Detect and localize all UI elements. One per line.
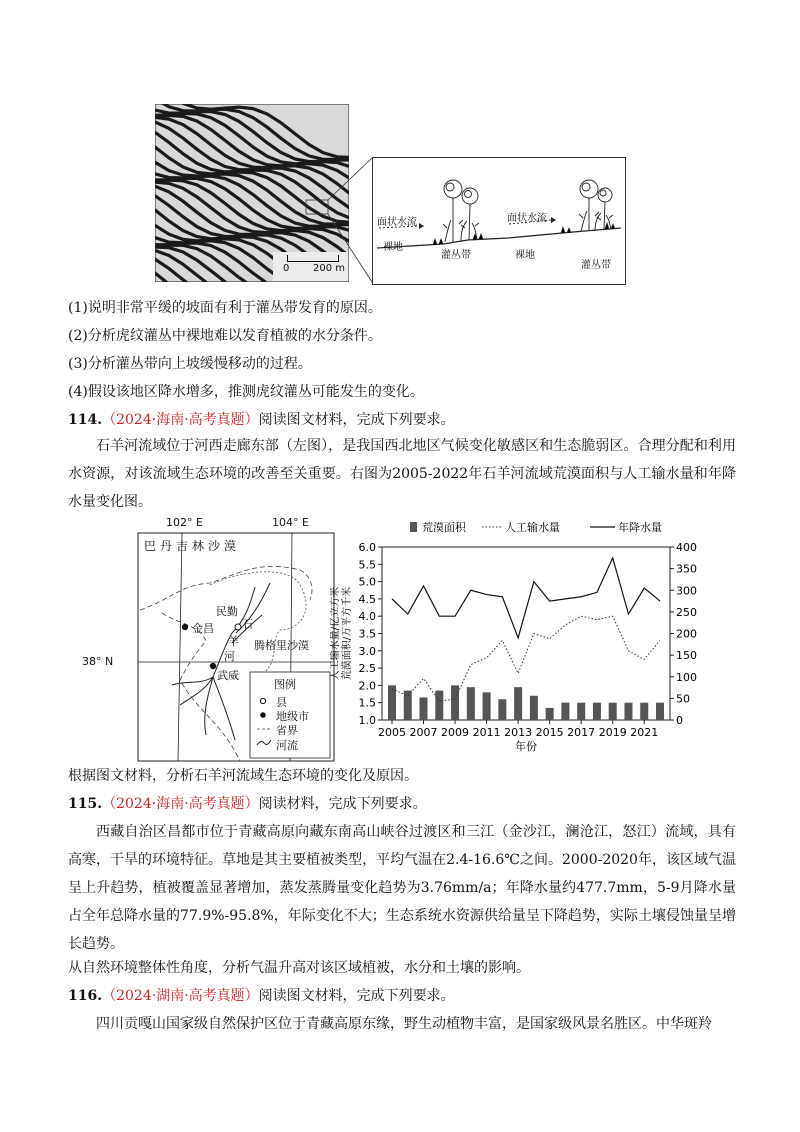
desert-area-bar [420, 698, 428, 720]
q116-paragraph: 四川贡嘎山国家级自然保护区位于青藏高原东缘，野生动植物丰富，是国家级风景名胜区。中华斑羚 [96, 1016, 712, 1032]
legend-county: 县 [276, 696, 287, 709]
q115-number: 115. [68, 796, 103, 812]
x-tick-label: 2007 [409, 726, 438, 739]
river-char-1: 石 [242, 618, 253, 631]
right-tick-label: 100 [676, 670, 697, 684]
water-desert-chart [330, 515, 730, 765]
right-tick-label: 0 [676, 714, 683, 727]
q115-task: 从自然环境整体性角度，分析气温升高对该区域植被，水分和土壤的影响。 [68, 960, 530, 976]
flow-label-1: 面状水流 [377, 217, 417, 228]
x-tick-label: 2013 [504, 726, 533, 739]
precipitation-line [392, 558, 660, 638]
left-tick-label: 6.0 [358, 541, 376, 554]
question-4: (4)假设该地区降水增多，推测虎纹灌丛可能发生的变化。 [68, 384, 424, 400]
q114-number: 114. [68, 412, 103, 428]
desert-area-bar [388, 685, 396, 720]
legend-precip-label: 年降水量 [618, 521, 662, 534]
left-tick-label: 5.5 [358, 558, 376, 572]
desert-area-bar [435, 691, 443, 720]
x-tick-label: 2005 [378, 726, 406, 739]
desert-area-bar [530, 696, 538, 720]
shiyang-map [82, 515, 342, 765]
flow-label-2: 面状水流 [507, 213, 547, 224]
shrub-label-2: 灌丛带 [581, 260, 611, 271]
scale-zero: 0 [283, 263, 290, 274]
right-tick-label: 200 [676, 627, 697, 641]
scale-end: 200 m [313, 263, 346, 274]
desert-area-bar [577, 703, 585, 720]
right-tick-label: 50 [676, 692, 690, 706]
right-tick-label: 300 [676, 584, 697, 598]
legend-bar-swatch [410, 522, 417, 532]
q114-source: （2024·海南·高考真题） [102, 412, 259, 428]
water-transfer-line [392, 616, 660, 701]
left-tick-label: 4.5 [358, 592, 376, 606]
q114-header [68, 410, 455, 430]
left-tick-label: 2.5 [358, 662, 376, 676]
desert-area-bar [546, 708, 554, 720]
x-tick-label: 2017 [567, 726, 596, 739]
lat-38: 38° N [82, 655, 114, 668]
tengger-desert: 腾格里沙漠 [254, 639, 309, 652]
q114-paragraph: 石羊河流域位于河西走廊东部（左图），是我国西北地区气候变化敏感区和生态脆弱区。合理分配和利用水资源，对该流域生态环境的改善至关重要。右图为2005-2022年石羊河流域荒漠面积与人工输水量和年降水量变化图。 [68, 438, 736, 510]
bare-label-1: 裸地 [383, 242, 403, 253]
x-tick-label: 2015 [535, 726, 564, 739]
legend-desert-label: 荒漠面积 [422, 521, 466, 534]
q116-prompt: 阅读图文材料，完成下列要求。 [258, 988, 455, 1004]
desert-area-bar [609, 703, 617, 720]
right-tick-label: 250 [676, 605, 697, 619]
left-tick-label: 1.5 [358, 696, 376, 710]
x-tick-label: 2009 [441, 726, 470, 739]
shrub-label-1: 灌丛带 [441, 250, 471, 261]
x-tick-label: 2021 [630, 726, 659, 739]
left-axis-title: 荒漠面积/万平方千米 [342, 586, 353, 681]
q114-prompt: 阅读图文材料，完成下列要求。 [258, 412, 455, 428]
right-tick-label: 350 [676, 562, 697, 576]
x-tick-label: 2011 [472, 726, 501, 739]
legend-city: 地级市 [276, 710, 309, 723]
left-tick-label: 3.5 [358, 627, 376, 641]
left-tick-label: 3.0 [358, 644, 376, 658]
chart-svg [330, 515, 730, 765]
desert-area-bar [514, 687, 522, 720]
desert-area-bar [656, 703, 664, 720]
legend-river: 河流 [276, 739, 298, 752]
left-tick-label: 2.0 [358, 679, 376, 693]
desert-area-bar [561, 703, 569, 720]
lon-104: 104° E [272, 516, 309, 529]
bare-label-2: 裸地 [515, 250, 535, 261]
right-tick-label: 400 [676, 541, 697, 554]
left-axis-title: 人工输水量/亿立方米 [330, 586, 341, 681]
legend-boundary: 省界 [276, 724, 298, 737]
question-1: (1)说明非常平缓的坡面有利于灌丛带发育的原因。 [68, 300, 382, 316]
q114-task: 根据图文材料，分析石羊河流域生态环境的变化及原因。 [68, 768, 418, 784]
desert-area-bar [640, 703, 648, 720]
left-tick-label: 1.0 [358, 714, 376, 727]
legend-title: 图例 [274, 678, 296, 691]
left-tick-label: 5.0 [358, 575, 376, 589]
left-tick-label: 4.0 [358, 610, 376, 624]
slope-diagram [372, 157, 626, 285]
x-tick-label: 2019 [598, 726, 627, 739]
minqin-label: 民勤 [216, 605, 238, 618]
plot-frame [382, 547, 670, 720]
badain-jaran-desert: 巴丹吉林沙漠 [144, 539, 241, 553]
jinchang-label: 金昌 [192, 622, 214, 635]
desert-area-bar [624, 703, 632, 720]
desert-area-bar [498, 699, 506, 720]
river-char-3: 河 [224, 650, 235, 663]
q115-source: （2024·海南·高考真题） [102, 796, 259, 812]
wuwei-label: 武威 [217, 669, 239, 682]
right-tick-label: 150 [676, 649, 697, 663]
q115-prompt: 阅读材料，完成下列要求。 [258, 796, 427, 812]
desert-area-bar [483, 692, 491, 720]
question-3: (3)分析灌丛带向上坡缓慢移动的过程。 [68, 356, 312, 372]
q115-header [68, 794, 427, 814]
q115-paragraph: 西藏自治区昌都市位于青藏高原向藏东南高山峡谷过渡区和三江（金沙江，澜沧江，怒江）流域，具有高寒，干旱的环境特征。草地是其主要植被类型，平均气温在2.4-16.6℃之间。2000-2020年，该区域气温呈上升趋势，植被覆盖显著增加，蒸发蒸腾量变化趋势为3.76mm/a；年降水量约477.7mm，5-9月降水量占全年总降水量的77.9%-95.8%，年际变化不大；生态系统水资源供给量呈下降趋势，实际土壤侵蚀量呈增长趋势。 [68, 824, 736, 952]
desert-area-bar [593, 703, 601, 720]
legend-water-label: 人工输水量 [505, 521, 560, 534]
desert-area-bar [467, 687, 475, 720]
x-axis-title: 年份 [515, 740, 537, 753]
q116-number: 116. [68, 988, 103, 1004]
river-char-2: 羊 [228, 635, 239, 648]
desert-area-bar [451, 685, 459, 720]
lon-102: 102° E [166, 516, 203, 529]
q116-source: （2024·湖南·高考真题） [102, 988, 259, 1004]
zoom-connector [300, 150, 380, 290]
question-2: (2)分析虎纹灌丛中裸地难以发育植被的水分条件。 [68, 328, 382, 344]
q116-header [68, 986, 455, 1006]
